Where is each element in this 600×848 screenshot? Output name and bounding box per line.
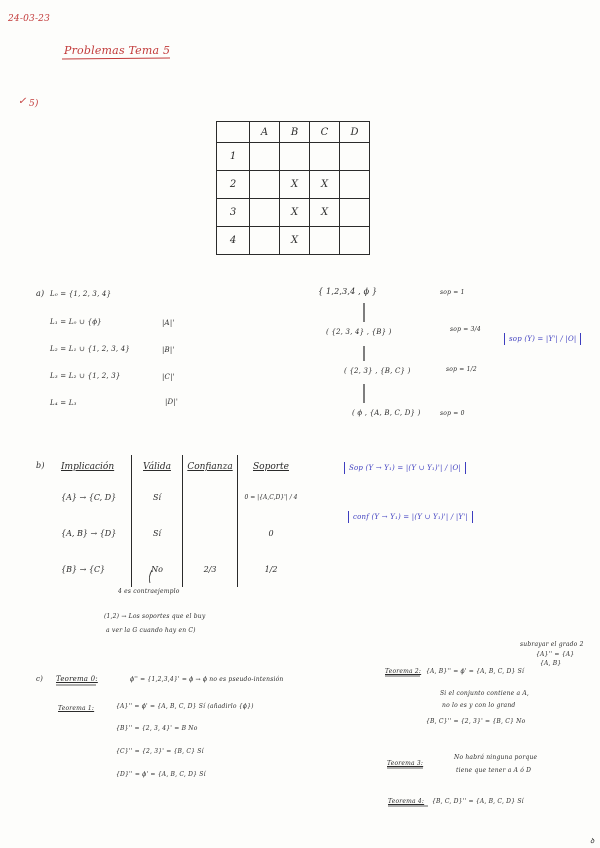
table-cell: 0 = |{A,C,D}'| / 4 [238, 479, 305, 515]
table-row [217, 227, 370, 255]
teorema-3-line: No habrá ninguna porque [454, 754, 538, 761]
table-cell [183, 479, 238, 515]
header-cell: A [250, 122, 280, 143]
part-a-line: L₄ = L₃ [50, 399, 77, 407]
part-b-label: b) [36, 461, 45, 470]
table-cell [340, 199, 370, 227]
date: 24-03-23 [8, 14, 51, 24]
note: no lo es y con lo grand [442, 702, 516, 709]
teorema-2-line: {B, C}'' = {2, 3}' = {B, C} No [426, 718, 526, 725]
lattice-node: ( {2, 3, 4} , {B} ) [326, 328, 392, 336]
table-row [57, 515, 304, 551]
teorema-3-label: Teorema 3: [387, 760, 424, 767]
lattice-node: ( {2, 3} , {B, C} ) [344, 367, 411, 375]
table-cell: 2/3 [183, 551, 238, 587]
page-title: Problemas Tema 5 [64, 44, 171, 57]
confidence-formula: conf (Y → Y₁) = |(Y ∪ Y₁)'| / |Y'| [348, 511, 473, 523]
header-cell: Confianza [183, 455, 238, 479]
table-cell: X [280, 171, 310, 199]
teorema-2-line: {A, B}'' = ϕ' = {A, B, C, D} Sí [426, 668, 525, 675]
teorema-1-label: Teorema 1: [58, 705, 95, 712]
table-cell: X [280, 227, 310, 255]
table-cell [250, 199, 280, 227]
table-cell [340, 171, 370, 199]
note: Si el conjunto contiene a A, [440, 690, 530, 697]
table-cell: 2 [217, 171, 250, 199]
lattice-support: sop = 3/4 [450, 326, 481, 333]
problem-number: 5) [29, 99, 39, 109]
table-cell: 1 [217, 143, 250, 171]
table-cell [280, 143, 310, 171]
table-cell: 0 [238, 515, 305, 551]
teorema-1-line: {C}'' = {2, 3}' = {B, C} Sí [116, 748, 204, 755]
table-row [217, 199, 370, 227]
context-table [216, 121, 370, 255]
table-cell [310, 143, 340, 171]
table-cell: X [280, 199, 310, 227]
part-a-line: L₂ = L₁ ∪ {1, 2, 3, 4} [50, 345, 131, 353]
table-row [217, 171, 370, 199]
teorema-1-line: {B}'' = {2, 3, 4}' = B No [116, 725, 198, 732]
table-cell [310, 227, 340, 255]
teorema-4-label: Teorema 4: [388, 798, 425, 805]
part-a-line: L₀ = {1, 2, 3, 4} [50, 290, 112, 298]
lattice-support: sop = 1 [440, 289, 465, 296]
header-cell: B [280, 122, 310, 143]
part-a-value: |D|' [165, 398, 179, 406]
part-a-value: |B|' [162, 346, 175, 354]
header-cell: Implicación [61, 462, 115, 472]
table-cell: X [310, 199, 340, 227]
table-cell: 3 [217, 199, 250, 227]
note: subrayar el grado 2 [520, 641, 584, 648]
header-cell [217, 122, 250, 143]
table-cell: No [132, 551, 183, 587]
table-cell [340, 143, 370, 171]
note: {A}'' = {A} [536, 651, 575, 658]
teorema-1-line: {A}'' = ϕ' = {A, B, C, D} Sí (añadirlo {ϕ}) [116, 703, 254, 710]
table-cell: 1/2 [238, 551, 305, 587]
part-a-line: L₃ = L₂ ∪ {1, 2, 3} [50, 372, 121, 380]
table-cell [250, 171, 280, 199]
part-a-line: L₁ = L₀ ∪ {ϕ} [50, 318, 102, 326]
header-cell: D [340, 122, 370, 143]
table-cell: {A, B} → {D} [61, 528, 117, 538]
table-row [57, 455, 304, 479]
header-cell: C [310, 122, 340, 143]
table-cell: X [310, 171, 340, 199]
teorema-1-line: {D}'' = ϕ' = {A, B, C, D} Sí [116, 771, 206, 778]
part-c-label: c) [36, 675, 44, 683]
implication-table [57, 455, 304, 587]
note: 4 es contraejemplo [118, 588, 180, 595]
table-cell [340, 227, 370, 255]
teorema-4-line: {B, C, D}'' = {A, B, C, D} Sí [432, 798, 524, 805]
table-cell: Sí [132, 479, 183, 515]
header-cell: Válida [132, 455, 183, 479]
teorema-0-label: Teorema 0: [56, 675, 98, 683]
lattice-node: { 1,2,3,4 , ϕ } [318, 287, 378, 296]
table-row [57, 479, 304, 515]
table-row [57, 551, 304, 587]
lattice-support: sop = 1/2 [446, 366, 477, 373]
support-implication-formula: Sop (Y → Y₁) = |(Y ∪ Y₁)'| / |O| [344, 462, 466, 474]
header-cell: Soporte [238, 455, 305, 479]
table-cell [250, 227, 280, 255]
table-row [217, 143, 370, 171]
teorema-2-label: Teorema 2: [385, 668, 422, 675]
note: a ver la G cuando hay en C) [106, 627, 196, 634]
part-a-label: a) [36, 289, 45, 298]
support-formula: sop (Y) = |Y'| / |O| [504, 333, 581, 345]
part-a-value: |C|' [162, 373, 175, 381]
table-cell: Sí [132, 515, 183, 551]
note: (1,2) → Los soportes que el buy [104, 613, 206, 620]
part-a-value: |A|' [162, 319, 175, 327]
lattice-node: ( ϕ , {A, B, C, D} ) [352, 409, 421, 417]
svg-text:ꝺ: ꝺ [590, 837, 595, 845]
teorema-0-text: ϕ'' = {1,2,3,4}' = ϕ → ϕ no es pseudo-intensión [130, 676, 284, 683]
note: {A, B} [540, 660, 562, 667]
lattice-support: sop = 0 [440, 410, 465, 417]
table-cell: {B} → {C} [61, 564, 106, 574]
teorema-3-line: tiene que tener a A ó D [456, 767, 532, 774]
table-cell: 4 [217, 227, 250, 255]
table-cell [250, 143, 280, 171]
table-row [217, 122, 370, 143]
table-cell: {A} → {C, D} [61, 492, 117, 502]
check-mark-icon: ✓ [18, 96, 27, 107]
table-cell [183, 515, 238, 551]
